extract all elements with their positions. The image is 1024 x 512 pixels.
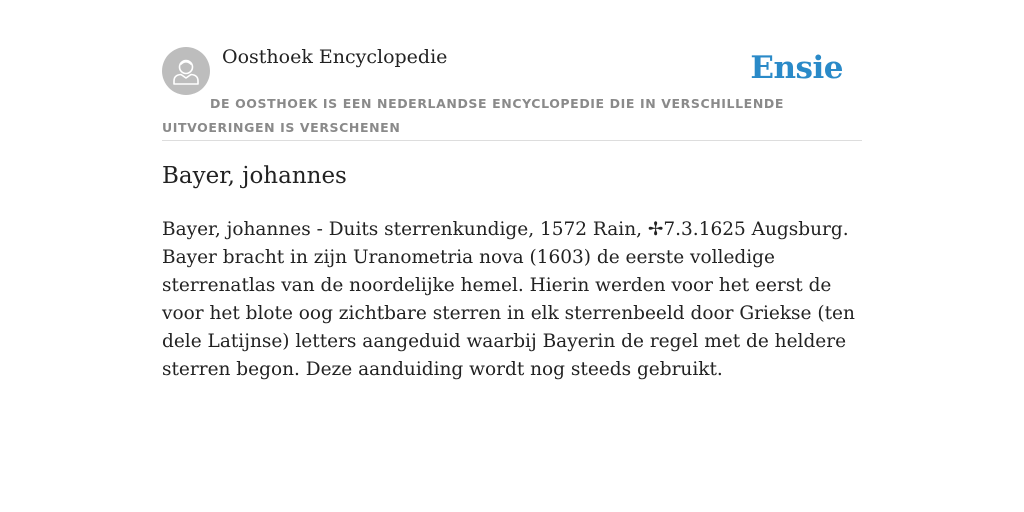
article-title: Bayer, johannes — [162, 163, 347, 189]
source-header — [162, 44, 862, 141]
user-avatar-icon[interactable] — [162, 47, 210, 95]
source-name-link[interactable]: Oosthoek Encyclopedie — [222, 46, 448, 68]
brand-logo[interactable]: Ensie — [750, 50, 843, 86]
article-body: Bayer, johannes - Duits sterrenkundige, 1572 Rain, ✢7.3.1625 Augsburg. Bayer bracht in zijn Uranometria nova (1603) de eerste volledige sterrenatlas van de noordelijke hemel. Hierin werden voor het eerst de voor het blote oog zichtbare sterren in elk sterrenbeeld door Griekse (ten dele Latijnse) letters aangeduid waarbij Bayerin de regel met de heldere sterren begon. Deze aanduiding wordt nog steeds gebruikt. — [162, 219, 855, 380]
source-tagline: DE OOSTHOEK IS EEN NEDERLANDSE ENCYCLOPEDIE DIE IN VERSCHILLENDE UITVOERINGEN IS VERSCHENEN — [162, 96, 784, 135]
